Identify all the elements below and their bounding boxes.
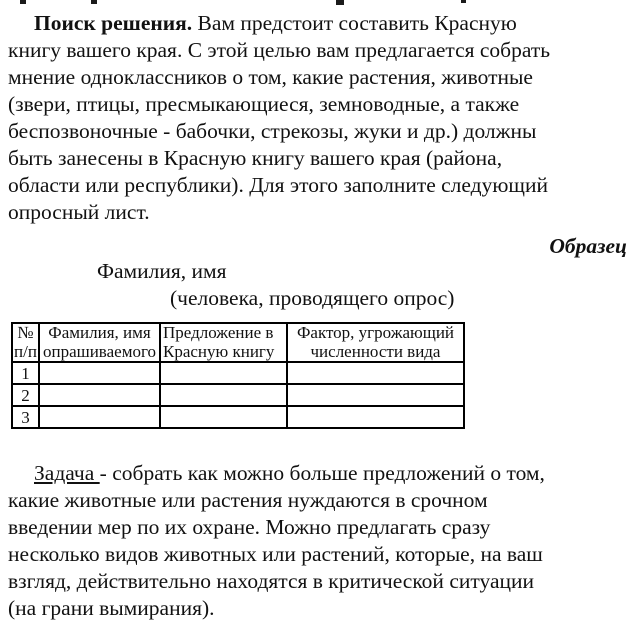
header-cell-respondent-name: [39, 323, 160, 362]
header-cell-number: [12, 323, 39, 362]
header-line: опрашиваемого: [42, 341, 157, 361]
task-line: введении мер по их охране. Можно предлагать сразу: [8, 515, 491, 539]
header-cell-proposal: [160, 323, 287, 362]
intro-line: беспозвоночные - бабочки, стрекозы, жуки и др.) должны: [8, 119, 537, 143]
intro-line: быть занесены в Красную книгу вашего края (района,: [8, 146, 503, 170]
header-line: Фактор, угрожающий: [296, 323, 455, 342]
header-line: численности вида: [310, 341, 441, 361]
table-row: [12, 406, 464, 428]
threat-factor-cell: [287, 384, 464, 406]
task-line: взгляд, действительно находятся в критической ситуации: [8, 569, 535, 593]
table-row: [12, 362, 464, 384]
task-lead-underlined: Задача: [34, 461, 100, 485]
proposal-cell: [160, 384, 287, 406]
task-paragraph: [8, 460, 632, 622]
intro-line: области или республики). Для этого заполните следующий: [8, 173, 548, 197]
task-line: [8, 460, 632, 487]
clipped-text-fragment: [336, 0, 344, 5]
task-line: несколько видов животных или растений, которые, на ваш: [8, 542, 543, 566]
row-number-cell: 2: [12, 384, 39, 406]
sample-heading: Образец: [549, 234, 627, 258]
task-line: (на грани вымирания).: [8, 596, 215, 620]
table-header-row: [12, 323, 464, 362]
intro-line: книгу вашего края. С этой целью вам предлагается собрать: [8, 38, 551, 62]
clipped-text-fragment: [91, 0, 97, 4]
row-number-cell: 3: [12, 406, 39, 428]
header-line: Фамилия, имя: [48, 323, 151, 342]
threat-factor-cell: [287, 362, 464, 384]
intro-line: мнение одноклассников о том, какие растения, животные: [8, 65, 533, 89]
clipped-text-fragment: [20, 0, 26, 4]
task-line1-rest: - собрать как можно больше предложений о том,: [99, 461, 545, 485]
surveyor-name-label: Фамилия, имя: [97, 259, 227, 283]
intro-paragraph: [8, 10, 632, 226]
proposal-cell: [160, 406, 287, 428]
table-row: [12, 384, 464, 406]
header-line: №: [17, 323, 34, 342]
row-number-cell: 1: [12, 362, 39, 384]
survey-table: [11, 322, 465, 429]
header-line: Красную книгу: [163, 341, 275, 361]
proposal-cell: [160, 362, 287, 384]
intro-line1-rest: Вам предстоит составить Красную: [192, 11, 517, 35]
intro-line: опросный лист.: [8, 200, 150, 224]
header-line: п/п: [14, 341, 37, 361]
clipped-text-fragment: [461, 0, 466, 3]
respondent-name-cell: [39, 406, 160, 428]
intro-lead-bold: Поиск решения.: [34, 11, 193, 35]
task-line: какие животные или растения нуждаются в срочном: [8, 488, 488, 512]
intro-line: (звери, птицы, пресмыкающиеся, земноводные, а также: [8, 92, 520, 116]
respondent-name-cell: [39, 384, 160, 406]
surveyor-name-sublabel: (человека, проводящего опрос): [170, 286, 455, 310]
intro-line: [8, 10, 632, 37]
header-cell-threat-factor: [287, 323, 464, 362]
header-line: Предложение в: [163, 323, 274, 342]
respondent-name-cell: [39, 362, 160, 384]
threat-factor-cell: [287, 406, 464, 428]
